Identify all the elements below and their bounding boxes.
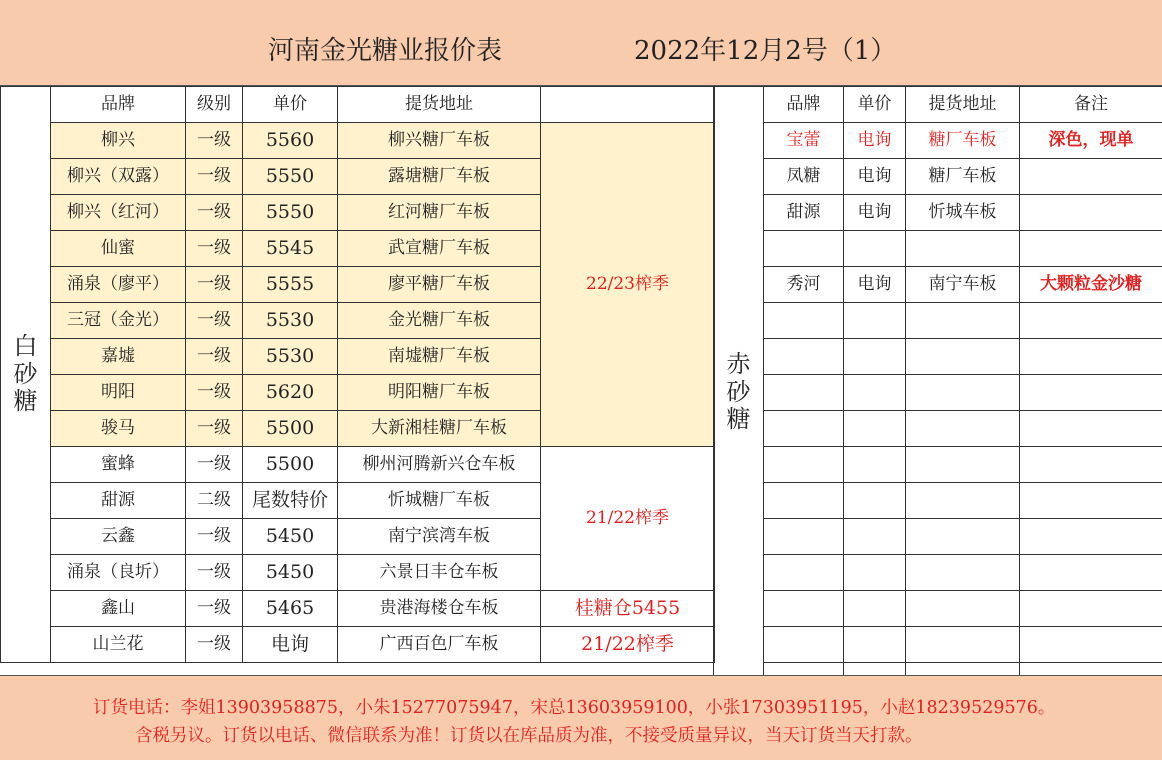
cell-address: 露塘糖厂车板 — [338, 159, 541, 195]
cell-price: 5465 — [243, 591, 338, 627]
brown-sugar-table — [713, 86, 1162, 699]
cell-price: 电询 — [844, 195, 906, 231]
cell-price: 5450 — [243, 555, 338, 591]
cell-price: 5530 — [243, 303, 338, 339]
cell-address: 广西百色厂车板 — [338, 627, 541, 663]
table-row — [714, 591, 1162, 627]
cell-price: 5620 — [243, 375, 338, 411]
cell-price: 5500 — [243, 447, 338, 483]
cell-grade: 一级 — [186, 411, 243, 447]
cell-address: 六景日丰仓车板 — [338, 555, 541, 591]
cell-address: 红河糖厂车板 — [338, 195, 541, 231]
cell-address: 大新湘桂糖厂车板 — [338, 411, 541, 447]
cell-address: 糖厂车板 — [906, 123, 1020, 159]
header-address: 提货地址 — [338, 87, 541, 123]
header-grade: 级别 — [186, 87, 243, 123]
cell-brand: 嘉墟 — [51, 339, 186, 375]
cell-brand: 柳兴（双露） — [51, 159, 186, 195]
white-sugar-table — [0, 86, 715, 663]
cell-address: 南墟糖厂车板 — [338, 339, 541, 375]
cell-brand: 仙蜜 — [51, 231, 186, 267]
cell-brand: 凤糖 — [764, 159, 844, 195]
cell-brand: 甜源 — [51, 483, 186, 519]
cell-grade: 一级 — [186, 519, 243, 555]
cell-brand: 明阳 — [51, 375, 186, 411]
cell-grade: 一级 — [186, 195, 243, 231]
order-terms-line: 含税另议。订货以电话、微信联系为准！订货以在库品质为准，不接受质量异议，当天订货当天打款。 — [135, 726, 923, 746]
cell-grade: 一级 — [186, 627, 243, 663]
cell-address: 武宣糖厂车板 — [338, 231, 541, 267]
cell-grade: 二级 — [186, 483, 243, 519]
cell-brand: 宝蕾 — [764, 123, 844, 159]
page-title: 河南金光糖业报价表 — [268, 36, 503, 66]
cell-address: 柳兴糖厂车板 — [338, 123, 541, 159]
cell-brand: 秀河 — [764, 267, 844, 303]
cell-brand: 柳兴 — [51, 123, 186, 159]
table-row — [714, 447, 1162, 483]
cell-brand: 涌泉（良圻） — [51, 555, 186, 591]
cell-price: 电询 — [844, 159, 906, 195]
cell-address — [906, 231, 1020, 267]
season-note-2223: 22/23榨季 — [541, 123, 715, 447]
table-row — [714, 483, 1162, 519]
cell-brand — [764, 231, 844, 267]
cell-brand: 鑫山 — [51, 591, 186, 627]
header-remark: 备注 — [1020, 87, 1162, 123]
cell-brand: 蜜蜂 — [51, 447, 186, 483]
cell-price — [844, 231, 906, 267]
cell-grade: 一级 — [186, 339, 243, 375]
table-row — [714, 627, 1162, 663]
cell-grade: 一级 — [186, 555, 243, 591]
cell-remark — [1020, 195, 1162, 231]
cell-price: 5545 — [243, 231, 338, 267]
header-price: 单价 — [243, 87, 338, 123]
cell-grade: 一级 — [186, 123, 243, 159]
cell-grade: 一级 — [186, 303, 243, 339]
cell-brand: 山兰花 — [51, 627, 186, 663]
white-sugar-category: 白 砂 糖 — [1, 87, 51, 663]
table-row — [1, 591, 715, 627]
cell-address: 忻城糖厂车板 — [338, 483, 541, 519]
season-note-2122-last: 21/22榨季 — [541, 627, 715, 663]
cell-price: 5450 — [243, 519, 338, 555]
cell-remark — [1020, 159, 1162, 195]
order-phone-line: 订货电话：李姐13903958875，小朱15277075947，宋总13603959100，小张17303951195，小赵18239529576。 — [93, 698, 1056, 718]
cell-brand: 涌泉（廖平） — [51, 267, 186, 303]
table-row — [714, 123, 1162, 159]
cell-brand: 甜源 — [764, 195, 844, 231]
cell-brand: 云鑫 — [51, 519, 186, 555]
cell-price: 5550 — [243, 159, 338, 195]
header-brand: 品牌 — [51, 87, 186, 123]
table-row — [714, 195, 1162, 231]
cell-address: 忻城车板 — [906, 195, 1020, 231]
guitang-note: 桂糖仓5455 — [541, 591, 715, 627]
table-row — [714, 411, 1162, 447]
cell-price: 5530 — [243, 339, 338, 375]
header-note — [541, 87, 715, 123]
quote-date: 2022年12月2号（1） — [634, 36, 897, 66]
sheet-header — [0, 0, 1162, 86]
table-row — [1, 123, 715, 159]
cell-grade: 一级 — [186, 231, 243, 267]
table-row — [1, 627, 715, 663]
cell-price: 电询 — [243, 627, 338, 663]
cell-address: 贵港海楼仓车板 — [338, 591, 541, 627]
cell-price: 电询 — [844, 267, 906, 303]
cell-grade: 一级 — [186, 267, 243, 303]
cell-price: 5550 — [243, 195, 338, 231]
cell-address: 柳州河腾新兴仓车板 — [338, 447, 541, 483]
cell-remark — [1020, 231, 1162, 267]
season-note-2122: 21/22榨季 — [541, 447, 715, 591]
cell-price: 电询 — [844, 123, 906, 159]
cell-remark: 深色，现单 — [1020, 123, 1162, 159]
sheet-footer — [0, 675, 1162, 760]
cell-address: 明阳糖厂车板 — [338, 375, 541, 411]
cell-address: 南宁车板 — [906, 267, 1020, 303]
table-row — [714, 555, 1162, 591]
cell-grade: 一级 — [186, 591, 243, 627]
table-row — [714, 303, 1162, 339]
cell-address: 南宁滨湾车板 — [338, 519, 541, 555]
cell-address: 廖平糖厂车板 — [338, 267, 541, 303]
cell-remark: 大颗粒金沙糖 — [1020, 267, 1162, 303]
table-row — [714, 519, 1162, 555]
cell-price: 5500 — [243, 411, 338, 447]
cell-grade: 一级 — [186, 375, 243, 411]
cell-price: 5555 — [243, 267, 338, 303]
cell-grade: 一级 — [186, 447, 243, 483]
cell-address: 糖厂车板 — [906, 159, 1020, 195]
table-row — [714, 267, 1162, 303]
cell-brand: 骏马 — [51, 411, 186, 447]
table-row — [714, 231, 1162, 267]
cell-grade: 一级 — [186, 159, 243, 195]
cell-price: 5560 — [243, 123, 338, 159]
header-price: 单价 — [844, 87, 906, 123]
cell-price: 尾数特价 — [243, 483, 338, 519]
table-row — [1, 447, 715, 483]
cell-brand: 三冠（金光） — [51, 303, 186, 339]
header-address: 提货地址 — [906, 87, 1020, 123]
header-brand: 品牌 — [764, 87, 844, 123]
table-row — [714, 375, 1162, 411]
cell-address: 金光糖厂车板 — [338, 303, 541, 339]
brown-sugar-category: 赤 砂 糖 — [714, 87, 764, 699]
table-row — [714, 339, 1162, 375]
table-row — [714, 159, 1162, 195]
cell-brand: 柳兴（红河） — [51, 195, 186, 231]
